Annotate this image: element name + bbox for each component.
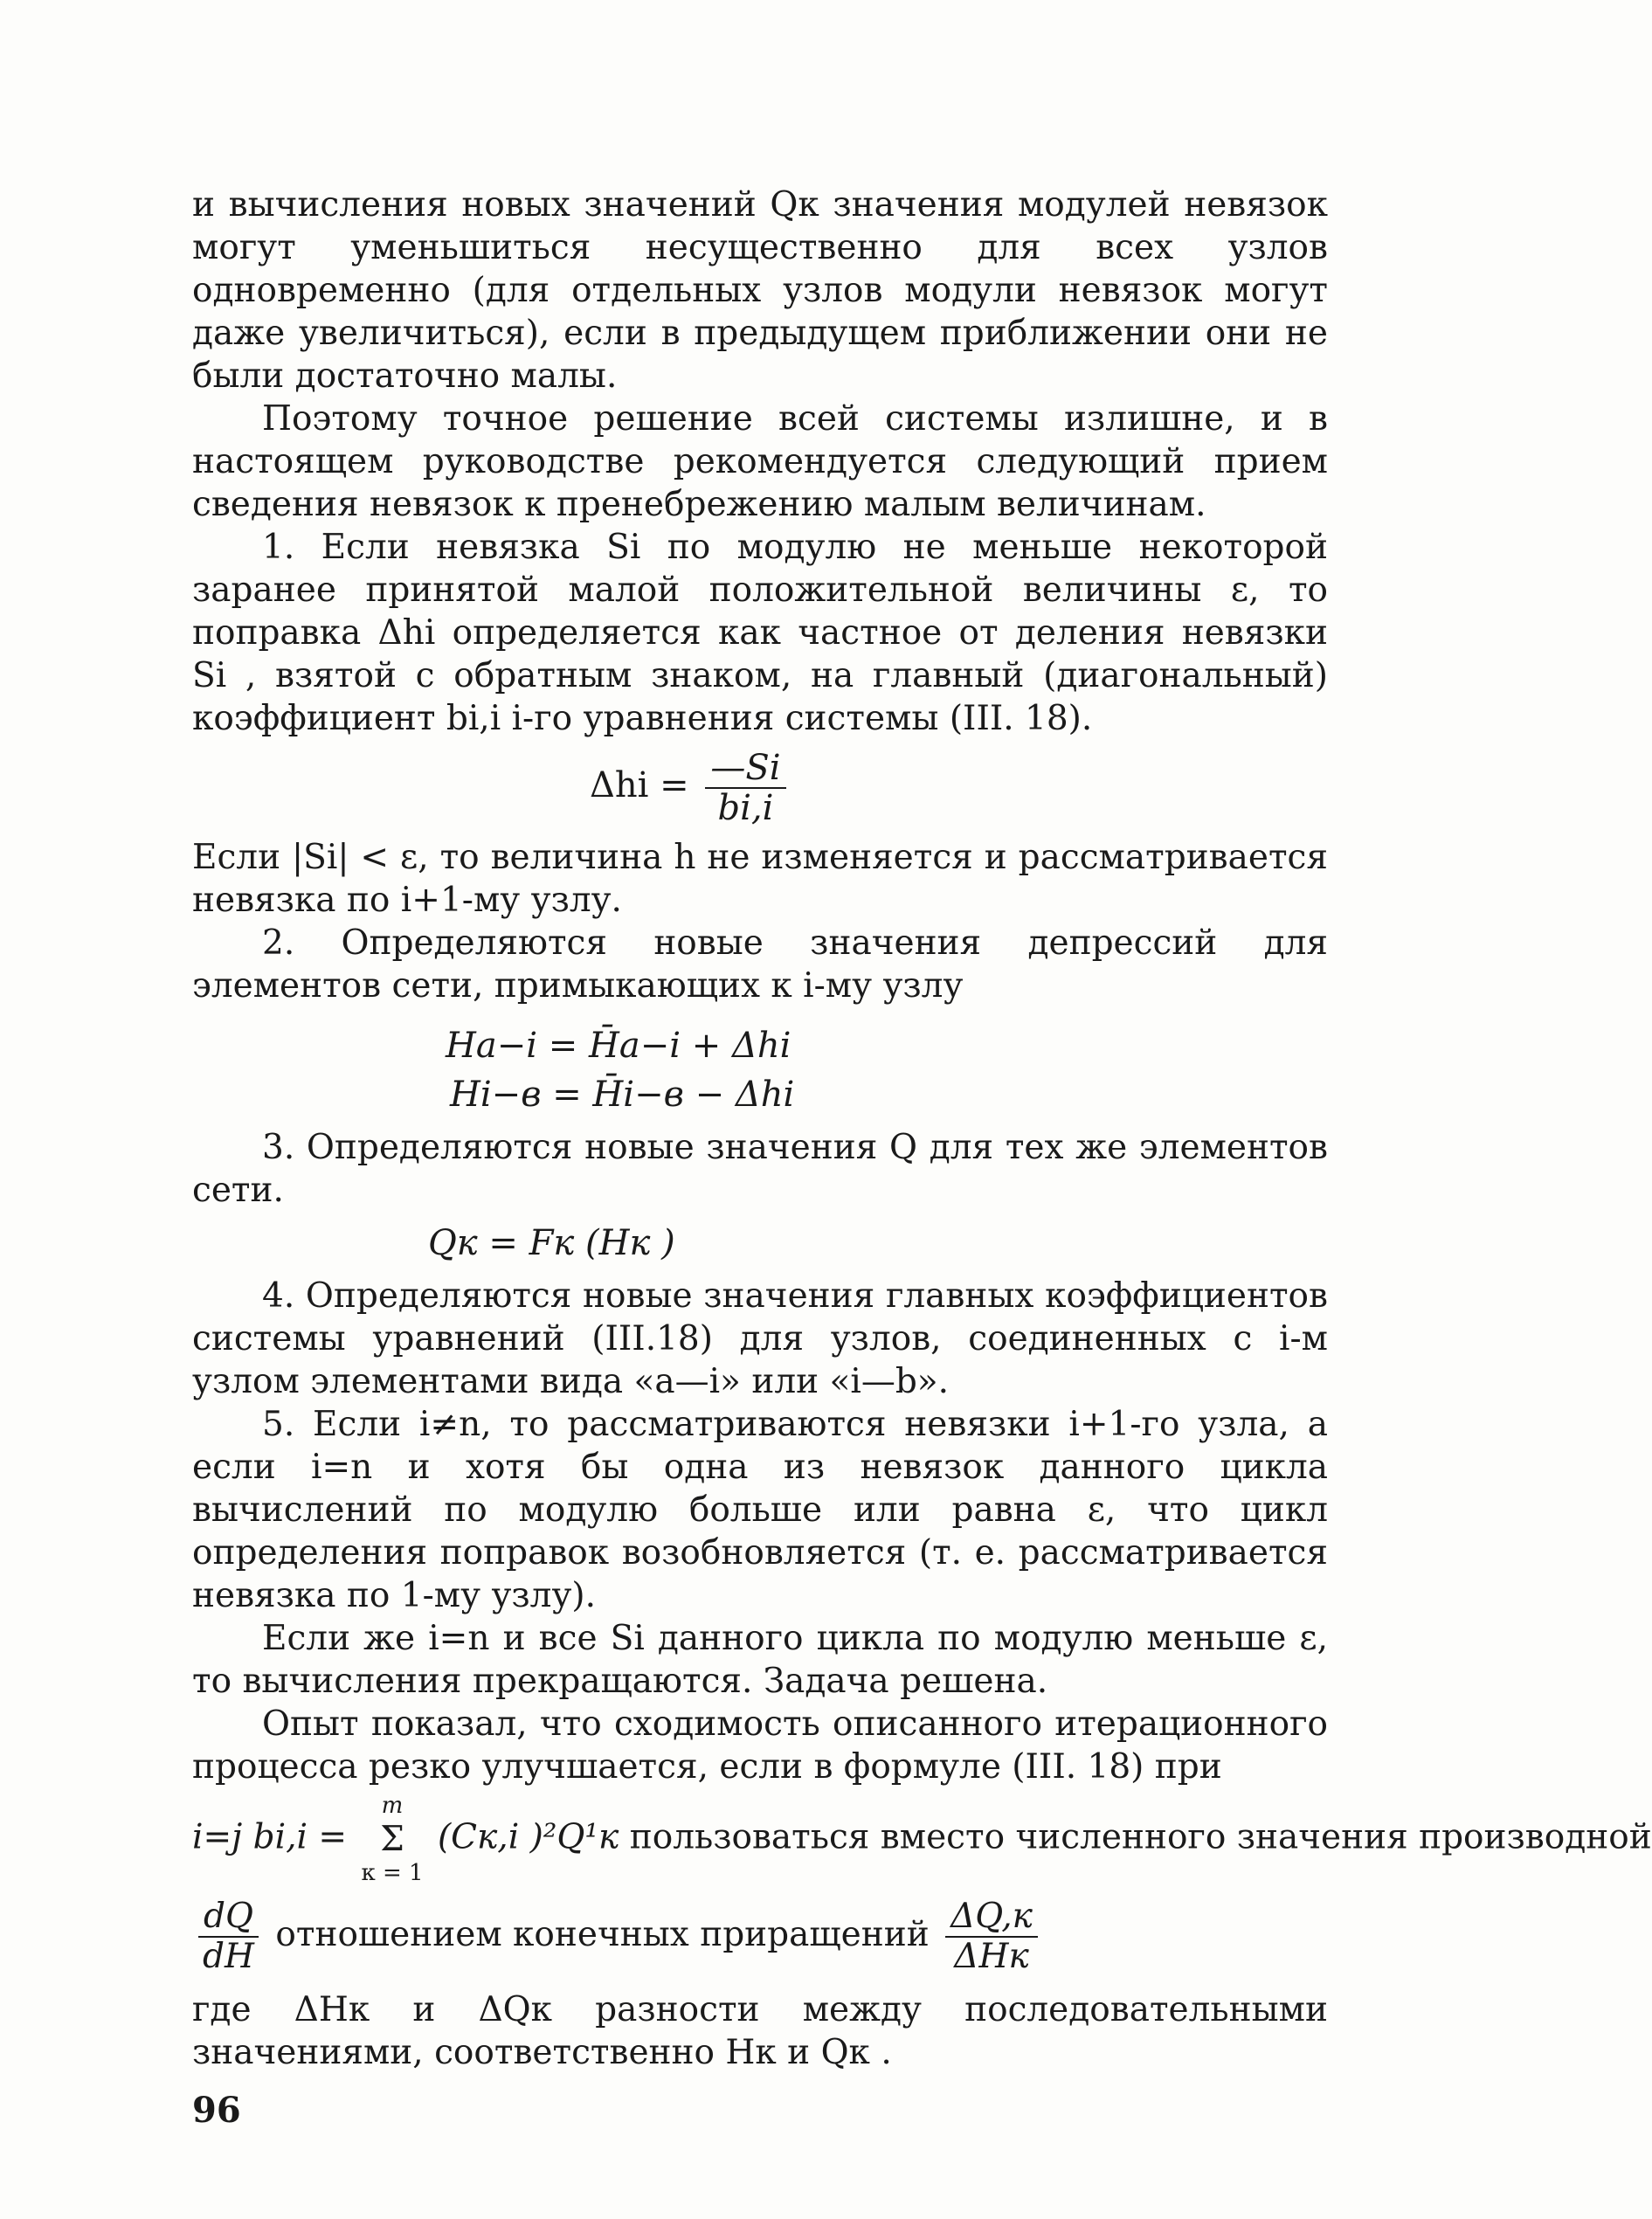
paragraph-5: 2. Определяются новые значения депрессий для элементов сети, примыкающих к i-му узлу	[192, 923, 1328, 1006]
formula-coefficient-line	[192, 1793, 1652, 1886]
ratio-numerator: ΔQ,к	[945, 1898, 1038, 1938]
paragraph-1: и вычисления новых значений Qк значения модулей невязок могут уменьшиться несущественно для всех узлов одновременно (для отдельных узлов модули невязок могут даже увеличиться), если в предыдущем приближении они не были достаточно малы.	[192, 185, 1328, 396]
summation-sign: Σ	[380, 1820, 404, 1859]
formula-coefficient-lhs: i=j bi,i =	[192, 1817, 348, 1857]
formula-depression-b: Hi−в = H̄i−в − Δhi	[450, 1075, 795, 1115]
formula-coefficient-rhs: (Cк,i )²Q¹к	[437, 1817, 619, 1857]
formula-delta-h-numerator: —Si	[705, 749, 785, 789]
formula-depression-a: Ha−i = H̄a−i + Δhi	[446, 1026, 791, 1066]
paragraph-2: Поэтому точное решение всей системы излишне, и в настоящем руководстве рекомендуется следующий прием сведения невязок к пренебрежению малым величинам.	[192, 399, 1328, 524]
paragraph-6: 3. Определяются новые значения Q для тех же элементов сети.	[192, 1128, 1328, 1210]
formula-delta-h-lhs: Δhi =	[590, 765, 689, 805]
summation	[361, 1794, 423, 1885]
formula-delta-h-denominator: bi,i	[717, 788, 774, 828]
summation-upper: m	[381, 1793, 404, 1819]
formula-delta-h	[192, 749, 1328, 827]
derivative-numerator: dQ	[198, 1898, 259, 1938]
summation-lower: к = 1	[361, 1860, 424, 1886]
paragraph-8: 5. Если i≠n, то рассматриваются невязки i+1-го узла, а если i=n и хотя бы одна из невязок данного цикла вычислений по модулю больше или равна ε, что цикл определения поправок возобновляется (т. е. рассматривается невязка по 1-му узлу).	[192, 1405, 1328, 1615]
formula-flow: Qк = Fк (Hк )	[428, 1223, 675, 1263]
paragraph-7: 4. Определяются новые значения главных коэффициентов системы уравнений (III.18) для узлов, соединенных с i-м узлом элементами вида «a—i» или «i—b».	[192, 1276, 1328, 1401]
derivative-line	[192, 1898, 1328, 1976]
page-body	[192, 183, 1652, 2131]
page-number: 96	[192, 2090, 241, 2131]
paragraph-9: Если же i=n и все Si данного цикла по модулю меньше ε, то вычисления прекращаются. Задача решена.	[192, 1619, 1328, 1701]
paragraph-4: Если |Si| < ε, то величина h не изменяется и рассматривается невязка по i+1-му узлу.	[192, 838, 1328, 920]
derivative-fraction	[197, 1898, 259, 1976]
paragraph-10: Опыт показал, что сходимость описанного итерационного процесса резко улучшается, если в формуле (III. 18) при	[192, 1704, 1328, 1787]
derivative-denominator: dH	[203, 1937, 254, 1976]
ratio-fraction	[945, 1898, 1038, 1976]
paragraph-12: где ΔHк и ΔQк разности между последовательными значениями, соответственно Hк и Qк .	[192, 1990, 1328, 2072]
paragraph-11-end: отношением конечных приращений	[275, 1915, 930, 1954]
paragraph-11-start: пользоваться вместо численного значения производной	[629, 1817, 1652, 1857]
ratio-denominator: ΔHк	[954, 1937, 1029, 1976]
paragraph-3: 1. Если невязка Si по модулю не меньше некоторой заранее принятой малой положительной величины ε, то поправка Δhi определяется как частное от деления невязки Si , взятой с обратным знаком, на главный (диагональный) коэффициент bi,i i-го уравнения системы (III. 18).	[192, 528, 1328, 738]
formula-delta-h-fraction	[705, 749, 785, 827]
